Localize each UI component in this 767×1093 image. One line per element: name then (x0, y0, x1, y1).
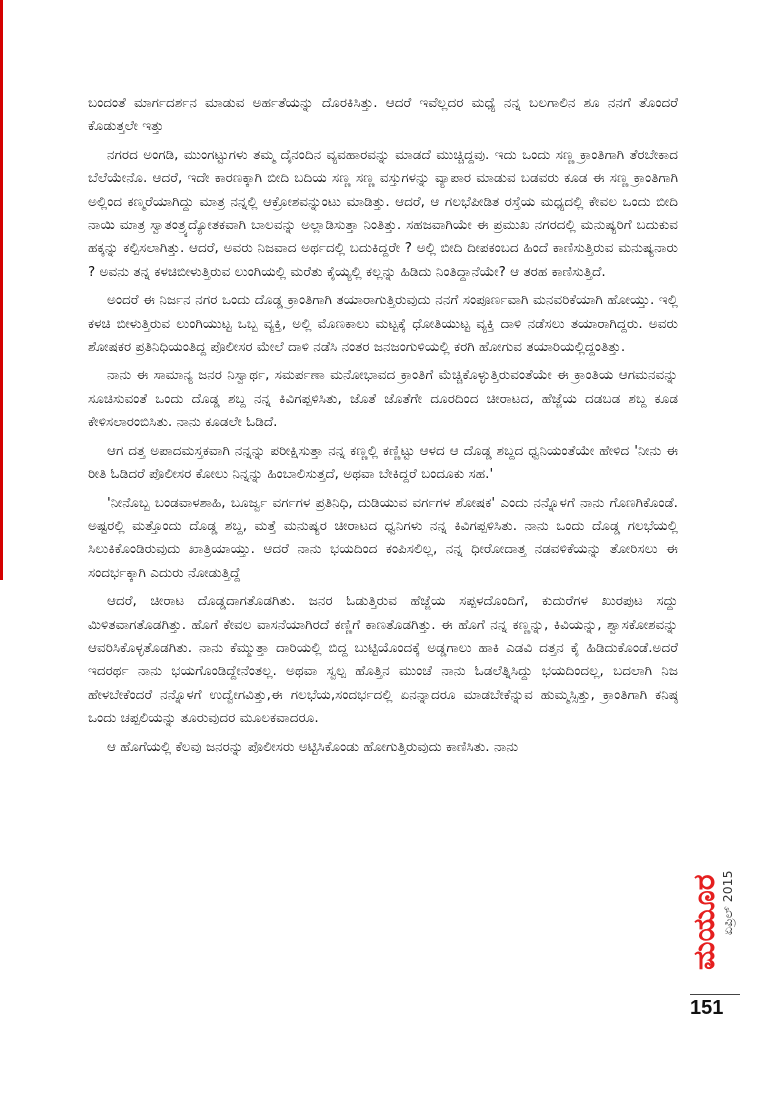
magazine-title: ಮಯೂರ (687, 874, 722, 970)
issue-date: ಏಪ್ರಿಲ್ 2015 (720, 870, 735, 935)
left-edge-bar (0, 0, 3, 580)
page-number-rule (690, 994, 740, 995)
paragraph: ಆ ಹೊಗೆಯಲ್ಲಿ ಕೆಲವು ಜನರನ್ನು ಪೊಲೀಸರು ಅಟ್ಟಿಸಿಕೊಂಡು ಹೋಗುತ್ತಿರುವುದು ಕಾಣಿಸಿತು. ನಾನು (107, 738, 519, 755)
paragraph: ನಾನು ಈ ಸಾಮಾನ್ಯ ಜನರ ನಿಸ್ವಾರ್ಥ, ಸಮರ್ಪಣಾ ಮನೋಭಾವದ ಕ್ರಾಂತಿಗೆ ಮೆಚ್ಚಿಕೊಳ್ಳುತ್ತಿರುವಂತೆಯೇ ಈ ಕ್ರಾಂತಿಯ ಆಗಮನವನ್ನು ಸೂಚಿಸುವಂತೆ ಒಂದು ದೊಡ್ಡ ಶಬ್ದ ನನ್ನ ಕಿವಿಗಪ್ಪಳಿಸಿತು, ಜೊತೆ ಜೊತೆಗೇ ದೂರದಿಂದ ಚೀರಾಟದ, ಹೆಜ್ಜೆಯ ದಡಬಡ ಶಬ್ದ ಕೂಡ ಕೇಳಿಸಲಾರಂಬಿಸಿತು. ನಾನು ಕೂಡಲೇ ಓಡಿದೆ. (88, 367, 678, 431)
magazine-side-label (684, 790, 744, 970)
paragraph: ಅಂದರೆ ಈ ನಿರ್ಜನ ನಗರ ಒಂದು ದೊಡ್ಡ ಕ್ರಾಂತಿಗಾಗಿ ತಯಾರಾಗುತ್ತಿರುವುದು ನನಗೆ ಸಂಪೂರ್ಣವಾಗಿ ಮನವರಿಕೆಯಾಗಿ ಹೋಯ್ತು. ಇಲ್ಲಿ ಕಳಚಿ ಬೀಳುತ್ತಿರುವ ಲುಂಗಿಯುಟ್ಟ ಒಬ್ಬ ವ್ಯಕ್ತಿ, ಅಲ್ಲಿ ಮೊಣಕಾಲು ಮಟ್ಟಕ್ಕೆ ಧೋತಿಯುಟ್ಟ ವ್ಯಕ್ತಿ ದಾಳಿ ನಡೆಸಲು ತಯಾರಾಗಿದ್ದರು. ಅವರು ಶೋಷಕರ ಪ್ರತಿನಿಧಿಯಂತಿದ್ದ ಪೊಲೀಸರ ಮೇಲೆ ದಾಳಿ ನಡೆಸಿ ನಂತರ ಜನಜಂಗುಳಿಯಲ್ಲಿ ಕರಗಿ ಹೋಗುವ ತಯಾರಿಯಲ್ಲಿದ್ದಂತಿತ್ತು. (88, 292, 678, 356)
paragraph: ಆಗ ದತ್ತ ಅಪಾದಮಸ್ತಕವಾಗಿ ನನ್ನನ್ನು ಪರೀಕ್ಷಿಸುತ್ತಾ ನನ್ನ ಕಣ್ಣಲ್ಲಿ ಕಣ್ಣಿಟ್ಟು ಆಳದ ಆ ದೊಡ್ಡ ಶಬ್ದದ ಧ್ವನಿಯಂತೆಯೇ ಹೇಳಿದ 'ನೀನು ಈ ರೀತಿ ಓಡಿದರೆ ಪೊಲೀಸರ ಕೋಲು ನಿನ್ನನ್ನು ಹಿಂಬಾಲಿಸುತ್ತದೆ, ಅಥವಾ ಬೇಕಿದ್ದರೆ ಬಂದೂಕು ಸಹ.' (88, 442, 678, 483)
paragraph: ಬಂದಂತೆ ಮಾರ್ಗದರ್ಶನ ಮಾಡುವ ಅರ್ಹತೆಯನ್ನು ದೊರಕಿಸಿತ್ತು. ಆದರೆ ಇವೆಲ್ಲದರ ಮಧ್ಯೆ ನನ್ನ ಬಲಗಾಲಿನ ಶೂ ನನಗೆ ತೊಂದರೆ ಕೊಡುತ್ತಲೇ ಇತ್ತು (88, 95, 678, 135)
paragraph: 'ನೀನೊಬ್ಬ ಬಂಡವಾಳಶಾಹಿ, ಬೂರ್ಜ್ವ ವರ್ಗಗಳ ಪ್ರತಿನಿಧಿ, ದುಡಿಯುವ ವರ್ಗಗಳ ಶೋಷಕ' ಎಂದು ನನ್ನೊಳಗೆ ನಾನು ಗೊಣಗಿಕೊಂಡೆ. ಅಷ್ಟರಲ್ಲಿ ಮತ್ತೊಂದು ದೊಡ್ಡ ಶಬ್ದ, ಮತ್ತೆ ಮನುಷ್ಯರ ಚೀರಾಟದ ಧ್ವನಿಗಳು ನನ್ನ ಕಿವಿಗಪ್ಪಳಿಸಿತು. ನಾನು ಒಂದು ದೊಡ್ಡ ಗಲಭೆಯಲ್ಲಿ ಸಿಲುಕಿಕೊಂಡಿರುವುದು ಖಾತ್ರಿಯಾಯ್ತು. ಆದರೆ ನಾನು ಭಯದಿಂದ ಕಂಪಿಸಲಿಲ್ಲ, ನನ್ನ ಧೀರೋದಾತ್ತ ನಡವಳಿಕೆಯನ್ನು ತೋರಿಸಲು ಈ ಸಂದರ್ಭಕ್ಕಾಗಿ ಎದುರು ನೋಡುತ್ತಿದ್ದೆ (88, 494, 678, 581)
page-number: 151 (690, 997, 724, 1019)
paragraph: ಆದರೆ, ಚೀರಾಟ ದೊಡ್ಡದಾಗತೊಡಗಿತು. ಜನರ ಓಡುತ್ತಿರುವ ಹೆಜ್ಜೆಯ ಸಪ್ಪಳದೊಂದಿಗೆ, ಕುದುರೆಗಳ ಖುರಪುಟ ಸದ್ದು ಮಿಳಿತವಾಗತೊಡಗಿತ್ತು. ಹೊಗೆ ಕೇವಲ ವಾಸನೆಯಾಗಿರದೆ ಕಣ್ಣಿಗೆ ಕಾಣತೊಡಗಿತ್ತು. ಈ ಹೊಗೆ ನನ್ನ ಕಣ್ಣನ್ನು, ಕಿವಿಯನ್ನು, ಶ್ವಾಸಕೋಶವನ್ನು ಆವರಿಸಿಕೊಳ್ಳತೊಡಗಿತು. ನಾನು ಕೆಮ್ಮುತ್ತಾ ದಾರಿಯಲ್ಲಿ ಬಿದ್ದ ಬುಟ್ಟಿಯೊಂದಕ್ಕೆ ಅಡ್ಡಗಾಲು ಹಾಕಿ ಎಡವಿ ದತ್ತನ ಕೈ ಹಿಡಿದುಕೊಂಡೆ.ಅದರೆ ಇದರರ್ಥ ನಾನು ಭಯಗೊಂಡಿದ್ದೇನೆಂತಲ್ಲ. ಅಥವಾ ಸ್ವಲ್ಪ ಹೊತ್ತಿನ ಮುಂಚೆ ನಾನು ಓಡಲೆತ್ನಿಸಿದ್ದು ಭಯದಿಂದಲ್ಲ, ಬದಲಾಗಿ ನಿಜ ಹೇಳಬೇಕೆಂದರೆ ನನ್ನೊಳಗೆ ಉದ್ವೇಗವಿತ್ತು,ಈ ಗಲಭೆಯ,ಸಂದರ್ಭದಲ್ಲಿ ಏನನ್ನಾದರೂ ಮಾಡಬೇಕೆನ್ನುವ ಹುಮ್ಮಸ್ಸಿತ್ತು, ಕ್ರಾಂತಿಗಾಗಿ ಕನಿಷ್ಠ ಒಂದು ಚಪ್ಪಲಿಯನ್ನು ತೂರುವುದರ ಮೂಲಕವಾದರೂ. (88, 593, 678, 727)
article-body (88, 92, 678, 764)
paragraph: ನಗರದ ಅಂಗಡಿ, ಮುಂಗಟ್ಟುಗಳು ತಮ್ಮ ದೈನಂದಿನ ವ್ಯವಹಾರವನ್ನು ಮಾಡದೆ ಮುಚ್ಚಿದ್ದವು. ಇದು ಒಂದು ಸಣ್ಣ ಕ್ರಾಂತಿಗಾಗಿ ತೆರಬೇಕಾದ ಬೆಲೆಯೇನೊ. ಆದರೆ, ಇದೇ ಕಾರಣಕ್ಕಾಗಿ ಬೀದಿ ಬದಿಯ ಸಣ್ಣ ಸಣ್ಣ ವಸ್ತುಗಳನ್ನು ವ್ಯಾಪಾರ ಮಾಡುವ ಬಡವರು ಕೂಡ ಈ ಸಣ್ಣ ಕ್ರಾಂತಿಗಾಗಿ ಅಲ್ಲಿಂದ ಕಣ್ಮರೆಯಾಗಿದ್ದು ಮಾತ್ರ ನನ್ನಲ್ಲಿ ಆಕ್ರೋಶವನ್ನುಂಟು ಮಾಡಿತ್ತು. ಆದರೆ, ಆ ಗಲಭೆಪೀಡಿತ ರಸ್ತೆಯ ಮಧ್ಯದಲ್ಲಿ ಕೇವಲ ಒಂದು ಬೀದಿ ನಾಯಿ ಮಾತ್ರ ಸ್ವಾತಂತ್ರ್ಯದ್ಯೋತಕವಾಗಿ ಬಾಲವನ್ನು ಅಲ್ಲಾಡಿಸುತ್ತಾ ನಿಂತಿತ್ತು. ಸಹಜವಾಗಿಯೇ ಈ ಪ್ರಮುಖ ನಗರದಲ್ಲಿ ಮನುಷ್ಯರಿಗೆ ಬದುಕುವ ಹಕ್ಕನ್ನು ಕಲ್ಪಿಸಲಾಗಿತ್ತು. ಆದರೆ, ಅವರು ನಿಜವಾದ ಅರ್ಥದಲ್ಲಿ ಬದುಕಿದ್ದರೇ ? ಅಲ್ಲಿ ಬೀದಿ ದೀಪಕಂಬದ ಹಿಂದೆ ಕಾಣಿಸುತ್ತಿರುವ ಮನುಷ್ಯನಾರು ? ಅವನು ತನ್ನ ಕಳಚಿಬೀಳುತ್ತಿರುವ ಲುಂಗಿಯಲ್ಲಿ ಮರೆತು ಕೈಯ್ಯಲ್ಲಿ ಕಲ್ಲನ್ನು ಹಿಡಿದು ನಿಂತಿದ್ದಾನೆಯೇ? ಆ ತರಹ ಕಾಣಿಸುತ್ತಿದೆ. (88, 146, 678, 280)
